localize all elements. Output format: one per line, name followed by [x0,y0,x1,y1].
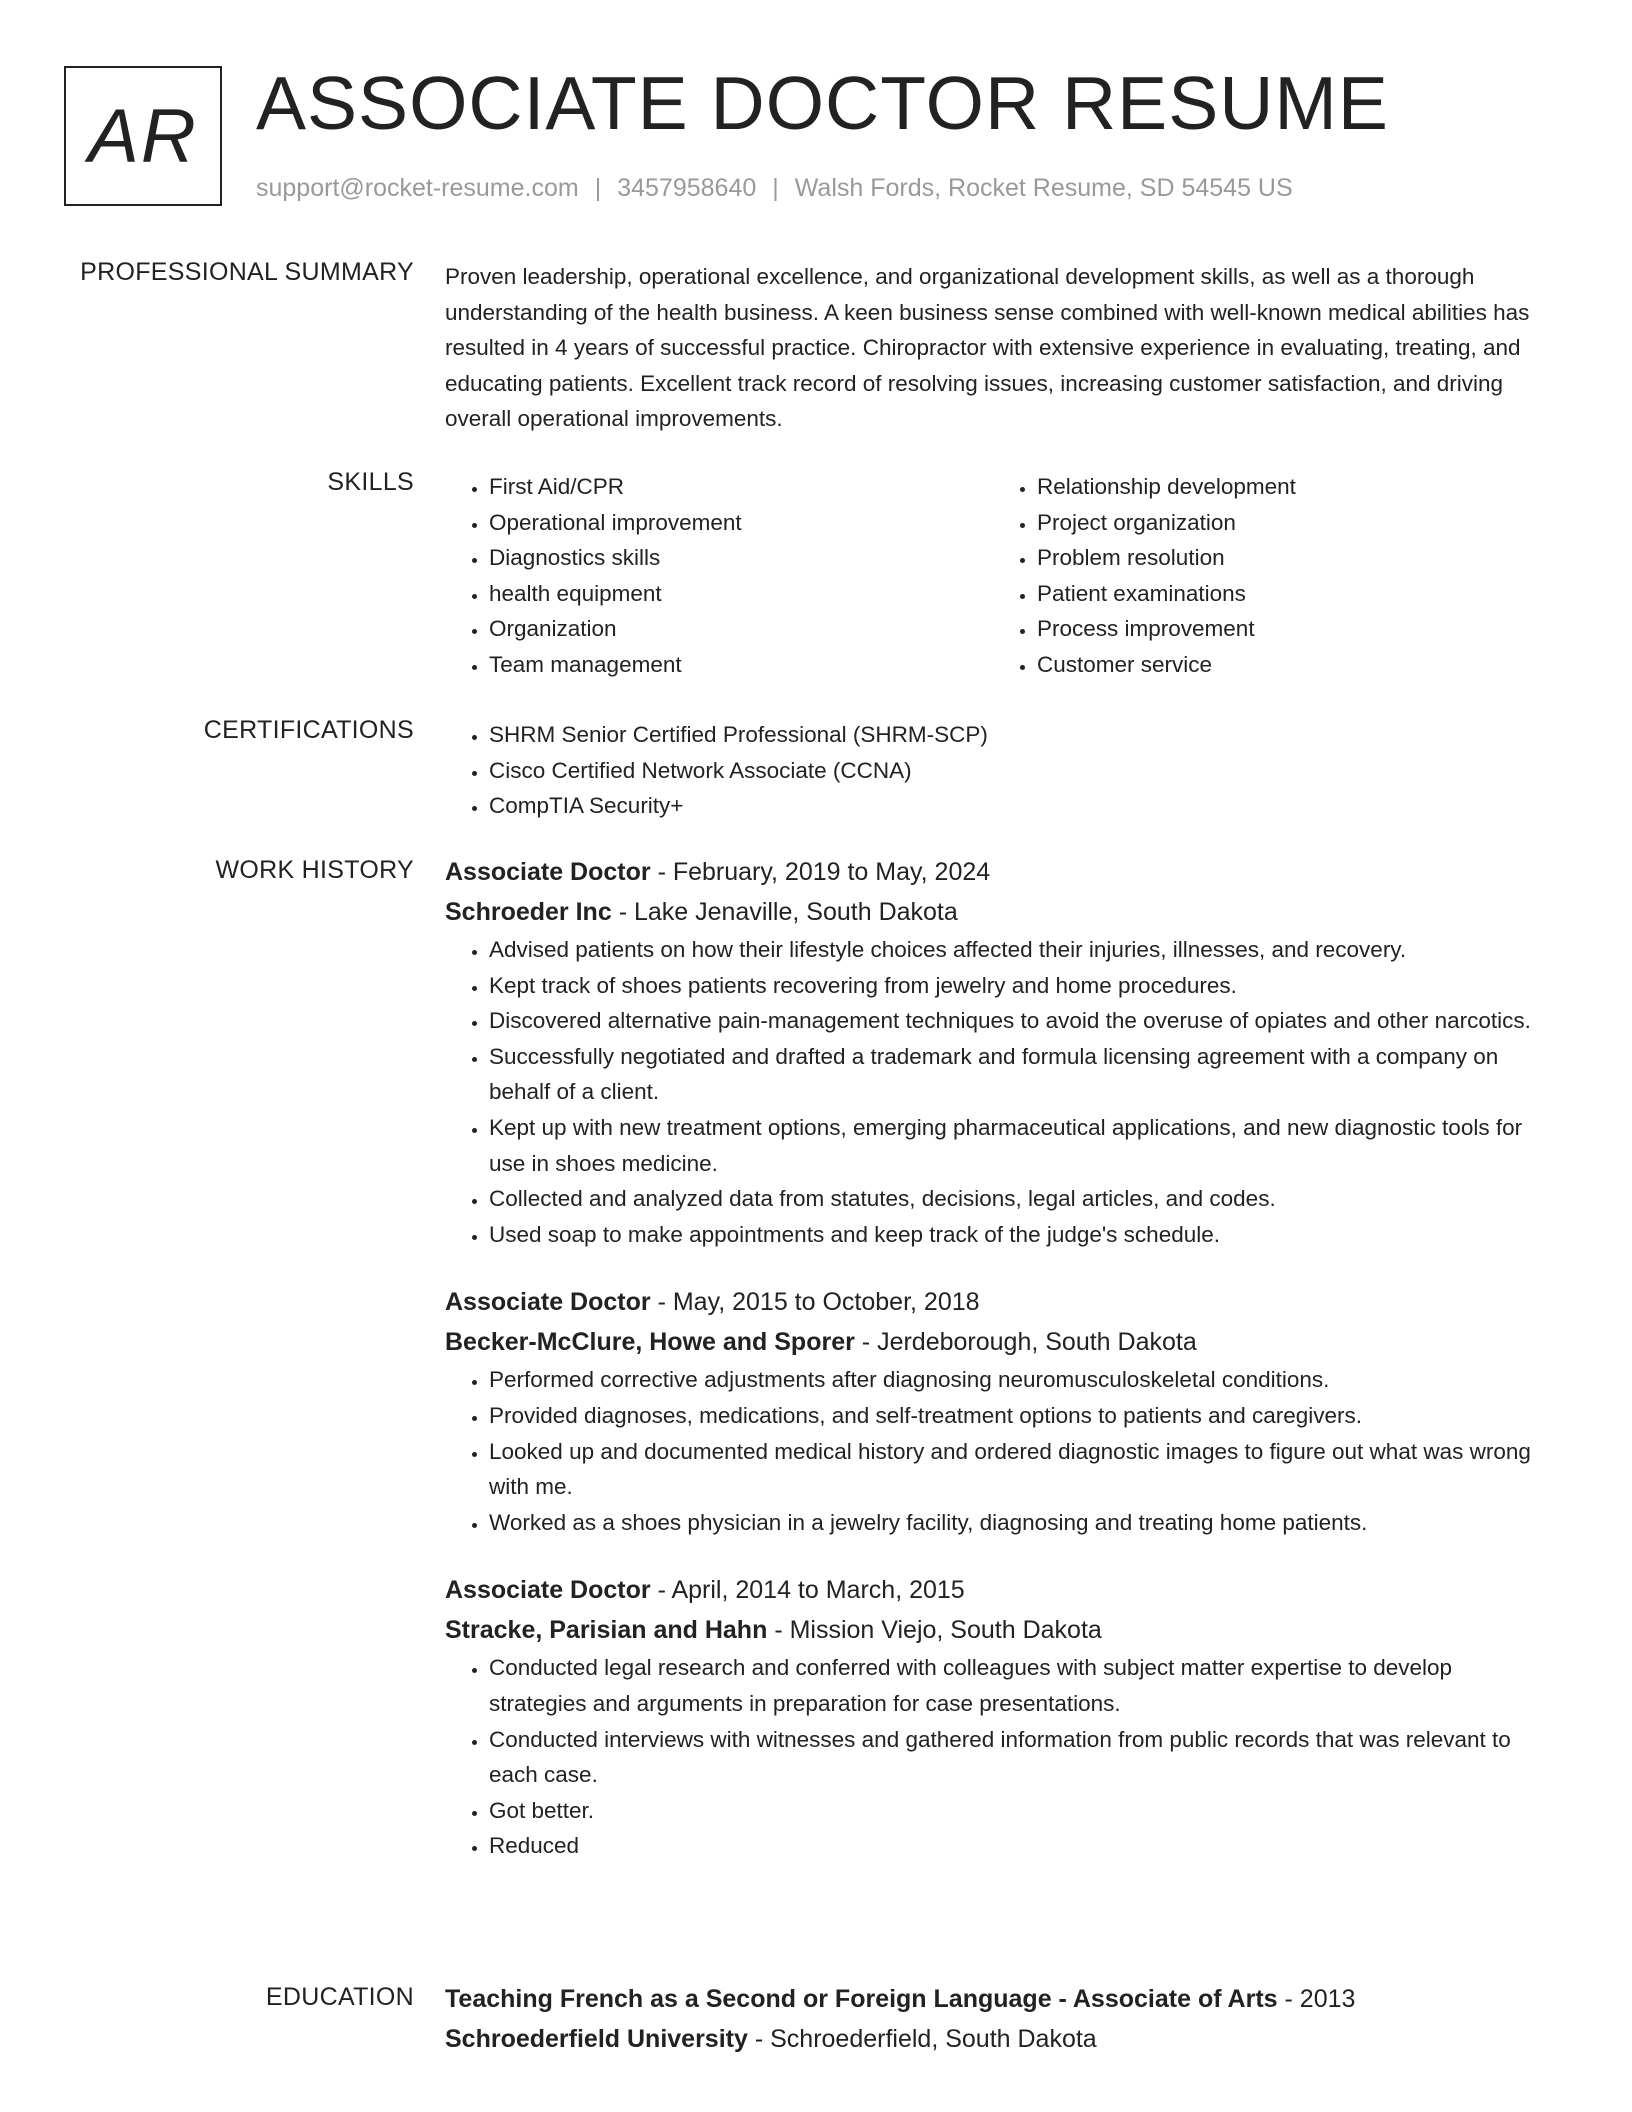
job-dates: - February, 2019 to May, 2024 [657,858,991,886]
job-title: Associate Doctor [445,1576,651,1605]
contact-address: Walsh Fords, Rocket Resume, SD 54545 US [794,174,1293,202]
certification-item: • CompTIA Security+ [489,788,1555,824]
work-history-body [445,852,1555,1894]
job-bullet: • Advised patients on how their lifestyle choices affected their injuries, illnesses, and recovery. [489,932,1555,968]
section-label-skills: SKILLS [327,468,414,496]
skill-item: • Diagnostics skills [489,540,993,576]
section-label-summary: PROFESSIONAL SUMMARY [80,258,414,286]
certification-item: • Cisco Certified Network Associate (CCNA) [489,753,1555,789]
resume-header [64,61,1564,216]
job-location: - Jerdeborough, South Dakota [861,1328,1197,1357]
job-dates: - April, 2014 to March, 2015 [657,1576,965,1605]
contact-line [256,174,1293,203]
job-bullet: • Conducted interviews with witnesses and gathered information from public records that was relevant to each case. [489,1722,1555,1793]
job-location: - Lake Jenaville, South Dakota [618,898,958,926]
contact-phone[interactable]: 3457958640 [617,174,757,202]
contact-separator: | [772,174,779,202]
job-bullet: • Discovered alternative pain-management techniques to avoid the overuse of opiates and other narcotics. [489,1003,1555,1039]
monogram-initials: AR [88,93,198,179]
education-degree: Teaching French as a Second or Foreign Language - Associate of Arts [445,1985,1278,2013]
skill-item: • First Aid/CPR [489,469,993,505]
monogram-box [64,66,222,206]
skills-body [445,469,1555,683]
job-bullet: • Provided diagnoses, medications, and self-treatment options to patients and caregivers. [489,1398,1555,1434]
job-bullet: • Looked up and documented medical history and ordered diagnostic images to figure out what was wrong with me. [489,1434,1555,1505]
education-year: - 2013 [1284,1985,1356,2013]
resume-title: ASSOCIATE DOCTOR RESUME [256,61,1389,145]
skill-item: • Process improvement [1037,611,1541,647]
job-bullet-list [445,1362,1555,1540]
contact-separator: | [594,174,602,202]
skill-item: • Team management [489,647,993,683]
section-label-work-history: WORK HISTORY [215,856,414,884]
job-bullet: • Successfully negotiated and drafted a trademark and formula licensing agreement with a company on behalf of a client. [489,1039,1555,1110]
job-bullet: • Reduced [489,1828,1555,1864]
skill-item: • Customer service [1037,647,1541,683]
skill-item: • Relationship development [1037,469,1541,505]
skill-item: • Operational improvement [489,505,993,541]
job-bullet: • Got better. [489,1793,1555,1829]
job-bullet-list [445,932,1555,1252]
job-company: Stracke, Parisian and Hahn [445,1616,768,1645]
skill-item: • health equipment [489,576,993,612]
education-school: Schroederfield University [445,2025,748,2053]
job-title-line [445,1570,1555,1610]
certifications-list [445,717,1555,824]
job-entry [445,852,1555,1252]
job-company-line [445,1322,1555,1362]
job-title-line [445,1282,1555,1322]
job-bullet: • Collected and analyzed data from statutes, decisions, legal articles, and codes. [489,1181,1555,1217]
job-entry [445,1282,1555,1540]
job-title-line [445,852,1555,892]
education-school-line [445,2019,1555,2059]
job-bullet: • Conducted legal research and conferred with colleagues with subject matter expertise to develop strategies and arguments in preparation for case presentations. [489,1650,1555,1721]
job-title: Associate Doctor [445,858,651,886]
summary-body [445,259,1555,437]
skill-item: • Project organization [1037,505,1541,541]
skill-item: • Patient examinations [1037,576,1541,612]
skills-column-left [445,469,993,683]
job-title: Associate Doctor [445,1288,651,1317]
job-company-line [445,892,1555,932]
job-bullet: • Performed corrective adjustments after diagnosing neuromusculoskeletal conditions. [489,1362,1555,1398]
skills-list-left [445,469,993,683]
job-bullet-list [445,1650,1555,1864]
job-bullet: • Worked as a shoes physician in a jewelry facility, diagnosing and treating home patients. [489,1505,1555,1541]
certifications-body [445,717,1555,824]
job-location: - Mission Viejo, South Dakota [774,1616,1102,1645]
skill-item: • Organization [489,611,993,647]
skills-grid [445,469,1555,683]
job-entry [445,1570,1555,1864]
section-label-certifications: CERTIFICATIONS [203,716,414,744]
summary-text: Proven leadership, operational excellence, and organizational development skills, as well as a thorough understanding of the health business. A keen business sense combined with well-known medical abilities has resulted in 4 years of successful practice. Chiropractor with extensive experience in evaluating, treating, and educating patients. Excellent track record of resolving issues, increasing customer satisfaction, and driving overall operational improvements. [445,264,1530,432]
job-company: Becker-McClure, Howe and Sporer [445,1328,855,1357]
job-bullet: • Kept track of shoes patients recovering from jewelry and home procedures. [489,968,1555,1004]
education-body [445,1979,1555,2059]
skills-list-right [993,469,1541,683]
job-bullet: • Kept up with new treatment options, emerging pharmaceutical applications, and new diagnostic tools for use in shoes medicine. [489,1110,1555,1181]
job-bullet: • Used soap to make appointments and keep track of the judge's schedule. [489,1217,1555,1253]
education-location: - Schroederfield, South Dakota [754,2025,1097,2053]
education-degree-line [445,1979,1555,2019]
contact-email[interactable]: support@rocket-resume.com [256,174,579,202]
job-company-line [445,1610,1555,1650]
job-dates: - May, 2015 to October, 2018 [657,1288,980,1317]
job-company: Schroeder Inc [445,898,612,926]
skills-column-right [993,469,1541,683]
section-label-education: EDUCATION [265,1983,414,2011]
certification-item: • SHRM Senior Certified Professional (SHRM-SCP) [489,717,1555,753]
skill-item: • Problem resolution [1037,540,1541,576]
